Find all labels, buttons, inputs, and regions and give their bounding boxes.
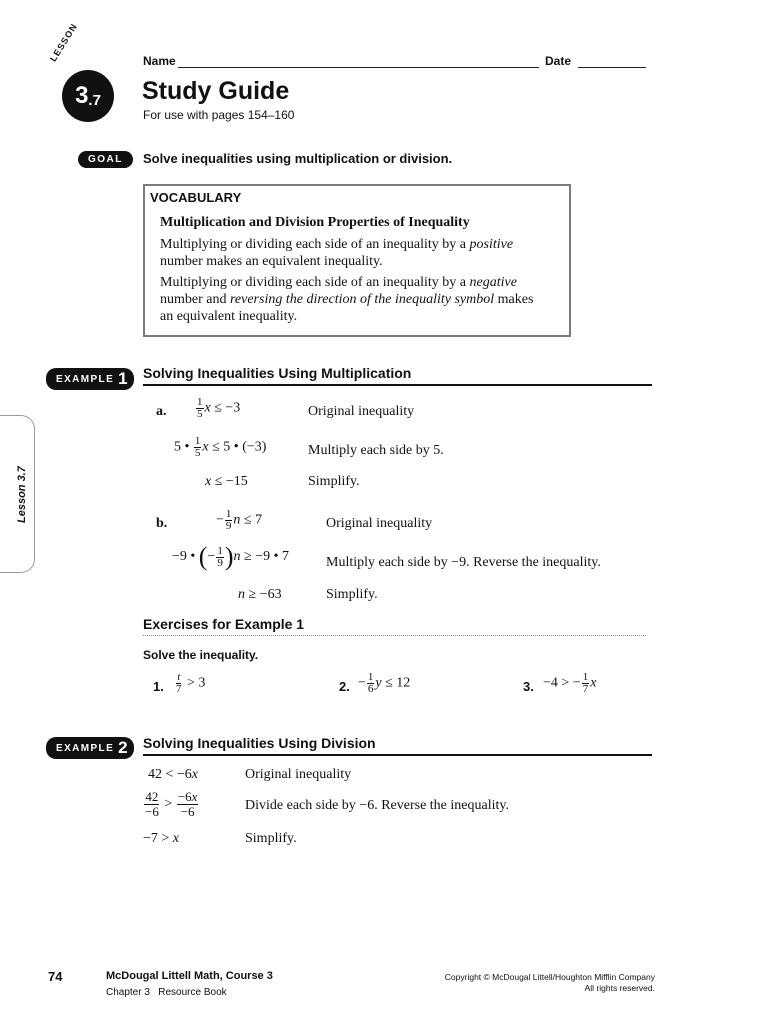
footer-chapter: Chapter 3 Resource Book	[106, 987, 227, 998]
example-2-step-3: −7 > x	[143, 831, 180, 846]
footer-publisher: McDougal Littell Math, Course 3	[106, 970, 273, 982]
name-label: Name	[143, 54, 176, 68]
exercise-3-number: 3.	[523, 679, 534, 694]
example-1b-step-3: n ≥ −63	[238, 587, 282, 602]
name-field-line[interactable]	[178, 66, 539, 68]
vocabulary-term: Multiplication and Division Properties of Inequality	[160, 215, 470, 230]
example-2-note-3: Simplify.	[245, 831, 297, 846]
lesson-minor: .7	[88, 91, 101, 109]
example-1b-step-2: −9 • (− $\frac{1}{9}$ )n ≥ −9 • 7	[172, 542, 290, 571]
example-1-title: Solving Inequalities Using Multiplication	[143, 365, 412, 381]
side-tab-label: Lesson 3.7	[16, 466, 28, 523]
example-1b-note-2: Multiply each side by −9. Reverse the inequality.	[326, 555, 601, 570]
page-subtitle: For use with pages 154–160	[143, 108, 295, 122]
example-1b-step-1: − $\frac{1}{9}$ n ≤ 7	[216, 508, 263, 532]
exercise-2-problem: − $\frac{1}{6}$ y ≤ 12	[358, 671, 411, 695]
goal-badge: GOAL	[78, 151, 133, 168]
example-2-note-2: Divide each side by −6. Reverse the inequality.	[245, 798, 509, 813]
exercise-1-problem: $\frac{t}{7}$ > 3	[176, 671, 206, 695]
lesson-major: 3	[75, 82, 89, 109]
example-1a-step-1: $\frac{1}{5}$ x ≤ −3	[197, 396, 241, 420]
example-2-badge: EXAMPLE 2	[46, 737, 134, 759]
example-2-rule	[143, 754, 652, 756]
date-label: Date	[545, 54, 572, 68]
date-field-line[interactable]	[578, 66, 646, 68]
example-1-badge: EXAMPLE 1	[46, 368, 134, 390]
footer-copyright: Copyright © McDougal Littell/Houghton Mifflin Company All rights reserved.	[444, 972, 655, 993]
example-1b-note-1: Original inequality	[326, 516, 433, 531]
example-1a-label: a.	[156, 404, 167, 419]
vocabulary-box	[143, 184, 571, 337]
vocabulary-heading: VOCABULARY	[150, 190, 242, 205]
example-1a-note-3: Simplify.	[308, 474, 360, 489]
example-2-step-2: $\frac{42}{-6}$ > $\frac{-6x}{-6}$	[145, 789, 198, 819]
example-1b-note-3: Simplify.	[326, 587, 378, 602]
example-2-note-1: Original inequality	[245, 767, 352, 782]
exercise-1-number: 1.	[153, 679, 164, 694]
goal-text: Solve inequalities using multiplication or division.	[143, 151, 453, 166]
vocabulary-definition-2: Multiplying or dividing each side of an inequality by a negative number and reversing the direction of the inequality symbol makes an equivalent inequality.	[160, 275, 534, 324]
example-1-rule	[143, 384, 652, 386]
vocabulary-definition-1: Multiplying or dividing each side of an inequality by a positive number makes an equivalent inequality.	[160, 237, 514, 269]
exercise-3-problem: −4 > − $\frac{1}{7}$ x	[543, 671, 597, 695]
example-2-title: Solving Inequalities Using Division	[143, 735, 376, 751]
exercise-2-number: 2.	[339, 679, 350, 694]
lesson-arc-text: LESSON	[48, 21, 80, 64]
page-number: 74	[48, 969, 63, 984]
example-1a-step-2: 5 • $\frac{1}{5}$ x ≤ 5 • (−3)	[174, 435, 267, 459]
example-1b-label: b.	[156, 516, 168, 531]
exercises-instruction: Solve the inequality.	[143, 648, 259, 662]
page-title: Study Guide	[142, 77, 290, 105]
example-2-step-1: 42 < −6x	[148, 767, 199, 782]
lesson-number-badge	[62, 70, 114, 122]
exercises-dotted-rule	[143, 635, 646, 636]
example-1a-note-1: Original inequality	[308, 404, 415, 419]
example-1a-step-3: x ≤ −15	[205, 474, 248, 489]
example-1a-note-2: Multiply each side by 5.	[308, 443, 444, 458]
exercises-heading: Exercises for Example 1	[143, 616, 305, 632]
